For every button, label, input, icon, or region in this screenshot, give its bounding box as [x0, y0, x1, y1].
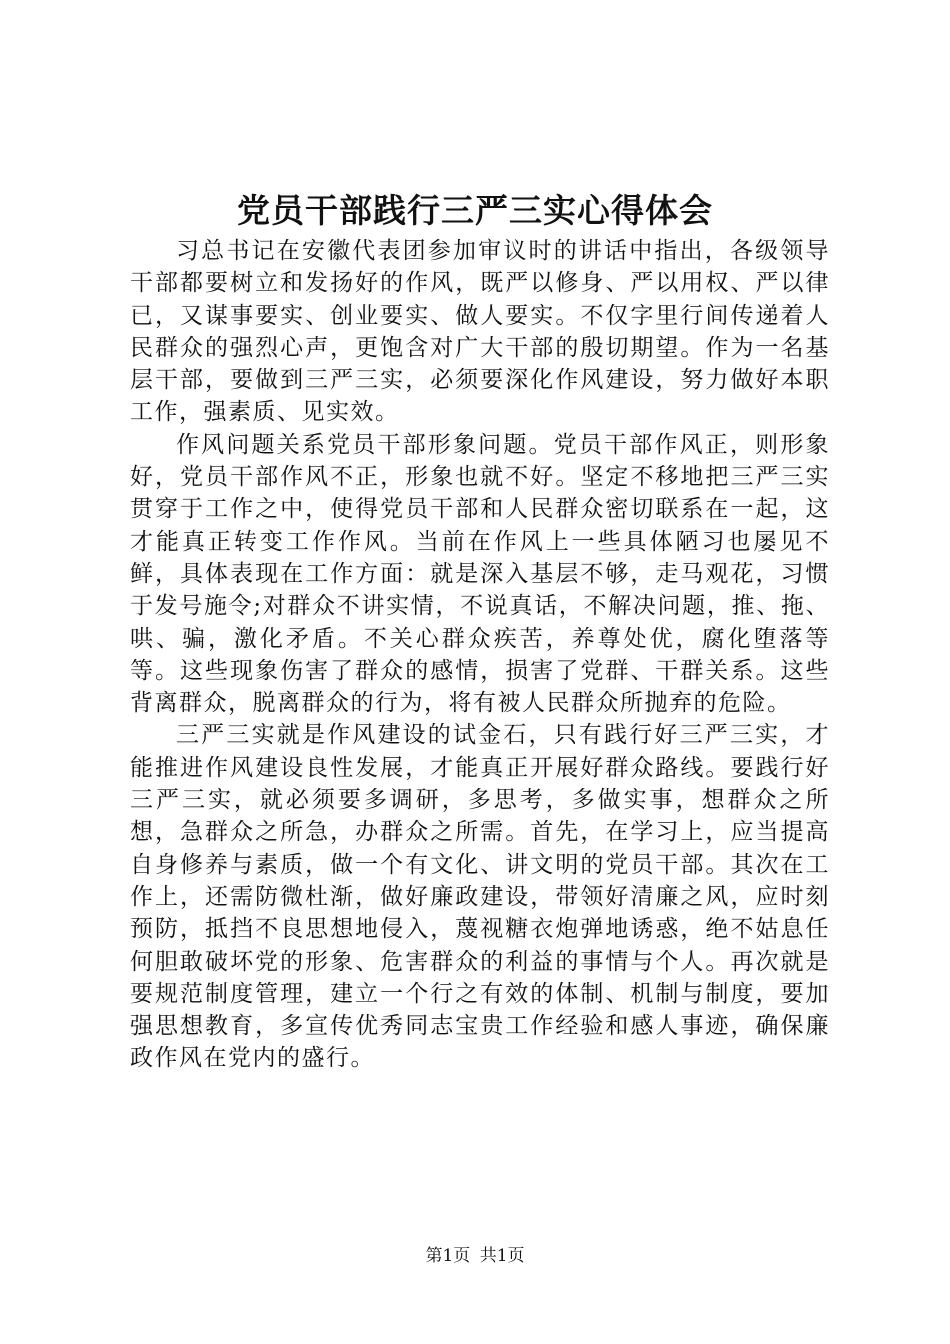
page-footer: 第1页 共1页	[425, 1246, 525, 1266]
paragraph-2: 作风问题关系党员干部形象问题。党员干部作风正，则形象好，党员干部作风不正，形象也就不好。坚定不移地把三严三实贯穿于工作之中，使得党员干部和人民群众密切联系在一起，这才能真正转变工作作风。当前在作风上一些具体陋习也屡见不鲜，具体表现在工作方面：就是深入基层不够，走马观花，习惯于发号施令;对群众不讲实情，不说真话，不解决问题，推、拖、哄、骗，激化矛盾。不关心群众疾苦，养尊处优，腐化堕落等等。这些现象伤害了群众的感情，损害了党群、干群关系。这些背离群众，脱离群众的行为，将有被人民群众所抛弃的危险。	[130, 431, 830, 717]
paragraph-1: 习总书记在安徽代表团参加审议时的讲话中指出，各级领导干部都要树立和发扬好的作风，既严以修身、严以用权、严以律已，又谋事要实、创业要实、做人要实。不仅字里行间传递着人民群众的强烈心声，更饱含对广大干部的殷切期望。作为一名基层干部，要做到三严三实，必须要深化作风建设，努力做好本职工作，强素质、见实效。	[130, 238, 830, 426]
paragraph-3: 三严三实就是作风建设的试金石，只有践行好三严三实，才能推进作风建设良性发展，才能真正开展好群众路线。要践行好三严三实，就必须要多调研，多思考，多做实事，想群众之所想，急群众之所急，办群众之所需。首先，在学习上，应当提高自身修养与素质，做一个有文化、讲文明的党员干部。其次在工作上，还需防微杜渐，做好廉政建设，带领好清廉之风，应时刻预防，抵挡不良思想地侵入，蔑视糖衣炮弹地诱惑，绝不姑息任何胆敢破坏党的形象、危害群众的利益的事情与个人。再次就是要规范制度管理，建立一个行之有效的体制、机制与制度，要加强思想教育，多宣传优秀同志宝贵工作经验和感人事迹，确保廉政作风在党内的盛行。	[130, 722, 830, 1072]
document-body	[130, 235, 830, 1075]
document-title: 党员干部践行三严三实心得体会	[237, 191, 713, 230]
